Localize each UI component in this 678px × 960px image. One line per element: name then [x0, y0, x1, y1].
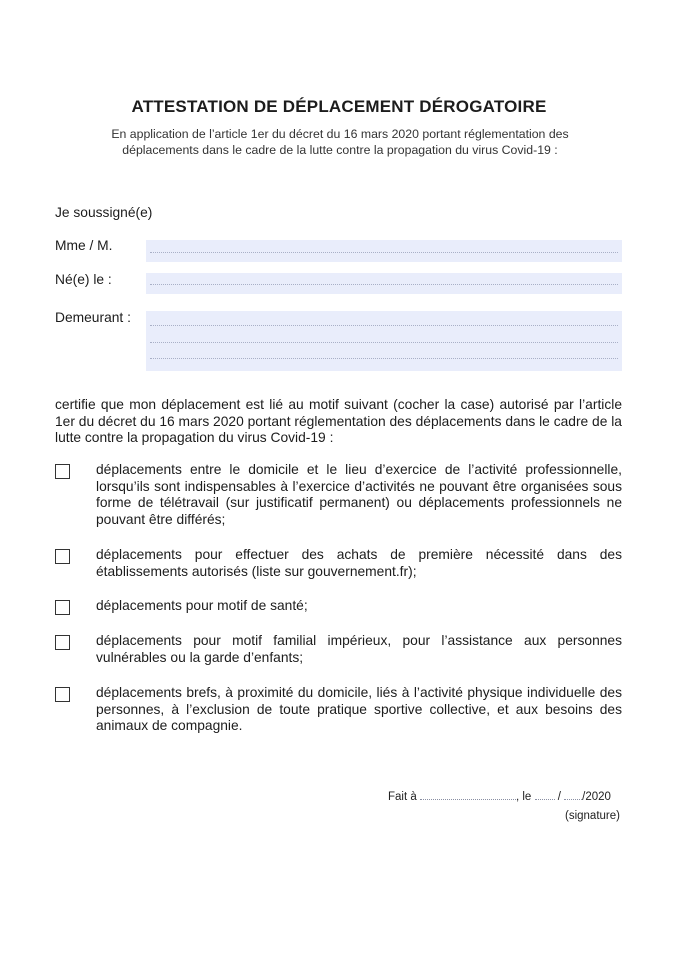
certify-paragraph: certifie que mon déplacement est lié au motif suivant (cocher la case) autorisé par l’article 1er du décret du 16 mars 2020 portant réglementation des déplacements dans le cadre de la lutte contre la propagation du virus Covid-19 :	[55, 397, 622, 445]
made-at-field[interactable]	[420, 789, 516, 800]
checkbox-work[interactable]	[55, 464, 70, 479]
option-exercise-text: déplacements brefs, à proximité du domicile, liés à l’activité physique individuelle des personnes, à l’exclusion de toute pratique sportive collective, et aux besoins des animaux de compagnie.	[96, 685, 622, 733]
option-family-text: déplacements pour motif familial impérieux, pour l’assistance aux personnes vulnérables ou la garde d’enfants;	[96, 633, 622, 665]
address-field[interactable]	[146, 311, 622, 371]
name-field-line	[150, 252, 618, 253]
subtitle-line-2: déplacements dans le cadre de la lutte contre la propagation du virus Covid-19 :	[122, 142, 558, 157]
made-at-label: Fait à	[388, 791, 417, 803]
checkbox-shopping[interactable]	[55, 549, 70, 564]
date-separator: /	[557, 791, 561, 803]
birth-label: Né(e) le :	[55, 272, 112, 287]
address-field-line-2	[150, 342, 618, 343]
made-at-line	[388, 789, 611, 803]
address-label: Demeurant :	[55, 310, 131, 325]
address-field-line-3	[150, 358, 618, 359]
document-title: ATTESTATION DE DÉPLACEMENT DÉROGATOIRE	[131, 97, 547, 116]
option-shopping-text: déplacements pour effectuer des achats de première nécessité dans des établissements autorisés (liste sur gouvernement.fr);	[96, 547, 622, 579]
document-subtitle	[60, 127, 620, 158]
undersigned-label: Je soussigné(e)	[55, 205, 153, 220]
subtitle-line-1: En application de l’article 1er du décret du 16 mars 2020 portant réglementation des	[111, 127, 569, 141]
signature-label: (signature)	[565, 810, 620, 822]
address-field-line-1	[150, 325, 618, 326]
name-label: Mme / M.	[55, 238, 113, 253]
option-work-text: déplacements entre le domicile et le lieu d’exercice de l’activité professionnelle, lorsqu’ils sont indispensables à l’exercice d’activités ne pouvant être organisées sous forme de télétravail (sur justificatif permanent) ou déplacements professionnels ne pouvant être différés;	[96, 462, 622, 527]
checkbox-family[interactable]	[55, 635, 70, 650]
option-health-text: déplacements pour motif de santé;	[96, 598, 308, 613]
name-field[interactable]	[146, 240, 622, 262]
birth-field-line	[150, 284, 618, 285]
month-field[interactable]	[564, 789, 582, 800]
date-label: , le	[515, 791, 532, 803]
day-field[interactable]	[535, 789, 555, 800]
checkbox-health[interactable]	[55, 600, 70, 615]
year-label: /2020	[582, 791, 611, 803]
checkbox-exercise[interactable]	[55, 687, 70, 702]
birth-field[interactable]	[146, 273, 622, 294]
